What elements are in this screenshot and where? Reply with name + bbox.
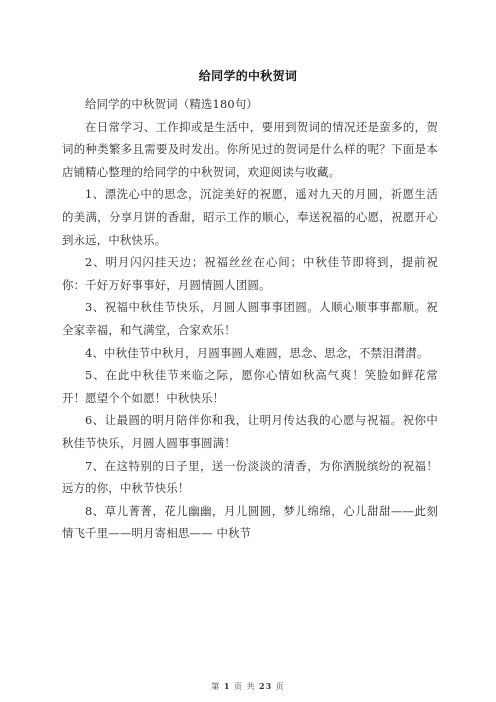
paragraph-item-6: 6、让最圆的明月陪伴你和我，让明月传达我的心愿与祝福。祝你中秋佳节快乐，月圆人圆事事圆满！ [62, 413, 438, 450]
paragraph-item-5: 5、在此中秋佳节来临之际，愿你心情如秋高气爽！笑脸如鲜花常开！愿望个个如愿！中秋快乐！ [62, 368, 438, 405]
footer-prefix: 第 [211, 682, 221, 691]
document-title: 给同学的中秋贺词 [198, 69, 298, 83]
footer-middle: 页 共 [233, 682, 256, 691]
paragraph-intro: 在日常学习、工作抑或是生活中，要用到贺词的情况还是蛮多的，贺词的种类繁多且需要及时发出。你所见过的贺词是什么样的呢？下面是本店铺精心整理的给同学的中秋贺词，欢迎阅读与收藏。 [62, 119, 438, 179]
paragraph-item-4: 4、中秋佳节中秋月，月圆事圆人难圆，思念、思念，不禁泪潸潸。 [85, 345, 429, 360]
footer-total-pages: 23 [259, 681, 273, 691]
paragraph-item-7: 7、在这特别的日子里，送一份淡淡的清香，为你洒脱缤纷的祝福！远方的你，中秋节快乐！ [62, 458, 438, 496]
paragraph-subtitle: 给同学的中秋贺词（精选180句） [85, 97, 259, 111]
paragraph-item-8: 8、草儿菁菁，花儿幽幽，月儿圆圆，梦儿绵绵，心儿甜甜——此刻情飞千里——明月寄相思—— 中秋节 [62, 503, 438, 541]
footer-page-number: 1 [223, 681, 231, 691]
page-footer [0, 681, 496, 692]
paragraph-item-2: 2、明月闪闪挂天边；祝福丝丝在心间；中秋佳节即将到，提前祝你：千好万好事事好，月圆情圆人团圆。 [62, 255, 438, 292]
paragraph-item-1: 1、漂洗心中的思念，沉淀美好的祝愿，遥对九天的月圆，祈愿生活的美满，分享月饼的香甜，昭示工作的顺心，奉送祝福的心愿，祝愿开心到永远，中秋快乐。 [62, 187, 438, 247]
document-body [62, 93, 438, 545]
paragraph-item-3: 3、祝福中秋佳节快乐，月圆人圆事事团圆。人顺心顺事事都顺。祝全家幸福，和气满堂，合家欢乐！ [62, 300, 438, 337]
footer-suffix: 页 [275, 682, 285, 691]
